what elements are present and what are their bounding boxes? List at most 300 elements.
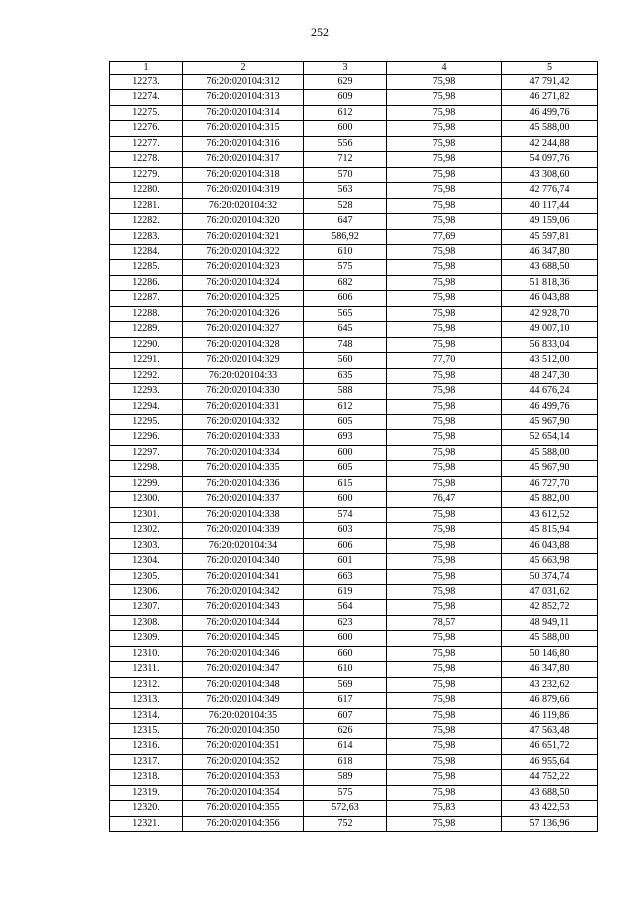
table-row: [110, 244, 598, 259]
amount-cell: 57 136,96: [502, 816, 598, 831]
amount-cell: 56 833,04: [502, 337, 598, 352]
row-number-cell: 12297.: [110, 445, 183, 460]
cadastral-number-cell: 76:20:020104:354: [183, 785, 304, 800]
table-row: [110, 275, 598, 290]
row-number-cell: 12311.: [110, 662, 183, 677]
rate-cell: 75,98: [387, 662, 502, 677]
area-cell: 647: [304, 214, 387, 229]
cadastral-number-cell: 76:20:020104:326: [183, 306, 304, 321]
rate-cell: 75,98: [387, 90, 502, 105]
row-number-cell: 12303.: [110, 538, 183, 553]
amount-cell: 45 588,00: [502, 445, 598, 460]
rate-cell: 75,98: [387, 275, 502, 290]
amount-cell: 51 818,36: [502, 275, 598, 290]
cadastral-number-cell: 76:20:020104:312: [183, 75, 304, 90]
row-number-cell: 12309.: [110, 631, 183, 646]
amount-cell: 43 688,50: [502, 785, 598, 800]
table-row: [110, 306, 598, 321]
area-cell: 588: [304, 384, 387, 399]
row-number-cell: 12295.: [110, 414, 183, 429]
row-number-cell: 12306.: [110, 584, 183, 599]
table-row: [110, 631, 598, 646]
rate-cell: 75,98: [387, 244, 502, 259]
area-cell: 605: [304, 414, 387, 429]
row-number-cell: 12275.: [110, 105, 183, 120]
table-row: [110, 75, 598, 90]
rate-cell: 75,98: [387, 584, 502, 599]
cadastral-number-cell: 76:20:020104:334: [183, 445, 304, 460]
cadastral-number-cell: 76:20:020104:340: [183, 554, 304, 569]
rate-cell: 75,98: [387, 507, 502, 522]
row-number-cell: 12293.: [110, 384, 183, 399]
rate-cell: 75,98: [387, 785, 502, 800]
rate-cell: 75,98: [387, 461, 502, 476]
column-header: 5: [502, 62, 598, 75]
cadastral-number-cell: 76:20:020104:336: [183, 476, 304, 491]
cadastral-number-cell: 76:20:020104:352: [183, 754, 304, 769]
amount-cell: 42 776,74: [502, 183, 598, 198]
table-row: [110, 584, 598, 599]
table-row: [110, 538, 598, 553]
cadastral-number-cell: 76:20:020104:315: [183, 121, 304, 136]
area-cell: 645: [304, 322, 387, 337]
area-cell: 600: [304, 492, 387, 507]
area-cell: 614: [304, 739, 387, 754]
row-number-cell: 12300.: [110, 492, 183, 507]
cadastral-number-cell: 76:20:020104:322: [183, 244, 304, 259]
table-row: [110, 214, 598, 229]
cadastral-number-cell: 76:20:020104:338: [183, 507, 304, 522]
area-cell: 618: [304, 754, 387, 769]
cadastral-number-cell: 76:20:020104:33: [183, 368, 304, 383]
table-row: [110, 183, 598, 198]
area-cell: 570: [304, 167, 387, 182]
row-number-cell: 12290.: [110, 337, 183, 352]
cadastral-number-cell: 76:20:020104:330: [183, 384, 304, 399]
rate-cell: 75,98: [387, 384, 502, 399]
cadastral-number-cell: 76:20:020104:353: [183, 770, 304, 785]
table-row: [110, 677, 598, 692]
table-row: [110, 816, 598, 831]
rate-cell: 75,98: [387, 152, 502, 167]
row-number-cell: 12317.: [110, 754, 183, 769]
area-cell: 556: [304, 136, 387, 151]
area-cell: 606: [304, 538, 387, 553]
cadastral-number-cell: 76:20:020104:34: [183, 538, 304, 553]
rate-cell: 75,98: [387, 75, 502, 90]
table-row: [110, 724, 598, 739]
rate-cell: 75,98: [387, 105, 502, 120]
row-number-cell: 12284.: [110, 244, 183, 259]
rate-cell: 75,98: [387, 708, 502, 723]
rate-cell: 75,98: [387, 523, 502, 538]
row-number-cell: 12320.: [110, 801, 183, 816]
cadastral-number-cell: 76:20:020104:333: [183, 430, 304, 445]
cadastral-number-cell: 76:20:020104:321: [183, 229, 304, 244]
table-row: [110, 384, 598, 399]
area-cell: 575: [304, 785, 387, 800]
amount-cell: 46 271,82: [502, 90, 598, 105]
row-number-cell: 12281.: [110, 198, 183, 213]
amount-cell: 42 244,88: [502, 136, 598, 151]
cadastral-number-cell: 76:20:020104:344: [183, 615, 304, 630]
rate-cell: 75,98: [387, 430, 502, 445]
rate-cell: 75,83: [387, 801, 502, 816]
row-number-cell: 12288.: [110, 306, 183, 321]
amount-cell: 46 347,80: [502, 662, 598, 677]
area-cell: 612: [304, 105, 387, 120]
cadastral-number-cell: 76:20:020104:324: [183, 275, 304, 290]
amount-cell: 45 815,94: [502, 523, 598, 538]
cadastral-number-cell: 76:20:020104:323: [183, 260, 304, 275]
table-row: [110, 353, 598, 368]
table-row: [110, 770, 598, 785]
cadastral-number-cell: 76:20:020104:342: [183, 584, 304, 599]
table-row: [110, 461, 598, 476]
row-number-cell: 12298.: [110, 461, 183, 476]
amount-cell: 46 499,76: [502, 399, 598, 414]
amount-cell: 47 031,62: [502, 584, 598, 599]
row-number-cell: 12283.: [110, 229, 183, 244]
area-cell: 617: [304, 693, 387, 708]
row-number-cell: 12305.: [110, 569, 183, 584]
area-cell: 605: [304, 461, 387, 476]
row-number-cell: 12278.: [110, 152, 183, 167]
table-row: [110, 554, 598, 569]
column-header: 3: [304, 62, 387, 75]
rate-cell: 75,98: [387, 399, 502, 414]
area-cell: 528: [304, 198, 387, 213]
amount-cell: 44 676,24: [502, 384, 598, 399]
table-row: [110, 368, 598, 383]
rate-cell: 75,98: [387, 569, 502, 584]
cadastral-number-cell: 76:20:020104:331: [183, 399, 304, 414]
amount-cell: 46 879,66: [502, 693, 598, 708]
area-cell: 564: [304, 600, 387, 615]
area-cell: 600: [304, 121, 387, 136]
amount-cell: 45 882,00: [502, 492, 598, 507]
area-cell: 623: [304, 615, 387, 630]
data-table: [109, 61, 598, 832]
row-number-cell: 12279.: [110, 167, 183, 182]
area-cell: 660: [304, 646, 387, 661]
rate-cell: 75,98: [387, 770, 502, 785]
amount-cell: 49 007,10: [502, 322, 598, 337]
row-number-cell: 12316.: [110, 739, 183, 754]
amount-cell: 47 791,42: [502, 75, 598, 90]
table-row: [110, 260, 598, 275]
amount-cell: 45 967,90: [502, 461, 598, 476]
row-number-cell: 12314.: [110, 708, 183, 723]
amount-cell: 45 663,98: [502, 554, 598, 569]
cadastral-number-cell: 76:20:020104:337: [183, 492, 304, 507]
rate-cell: 75,98: [387, 136, 502, 151]
rate-cell: 75,98: [387, 538, 502, 553]
rate-cell: 75,98: [387, 476, 502, 491]
page-number: 252: [311, 25, 329, 39]
rate-cell: 75,98: [387, 260, 502, 275]
rate-cell: 75,98: [387, 631, 502, 646]
amount-cell: 47 563,48: [502, 724, 598, 739]
area-cell: 603: [304, 523, 387, 538]
rate-cell: 75,98: [387, 121, 502, 136]
cadastral-number-cell: 76:20:020104:32: [183, 198, 304, 213]
area-cell: 610: [304, 244, 387, 259]
cadastral-number-cell: 76:20:020104:320: [183, 214, 304, 229]
row-number-cell: 12274.: [110, 90, 183, 105]
amount-cell: 40 117,44: [502, 198, 598, 213]
rate-cell: 75,98: [387, 600, 502, 615]
row-number-cell: 12312.: [110, 677, 183, 692]
area-cell: 712: [304, 152, 387, 167]
table-row: [110, 739, 598, 754]
table-header-row: [110, 62, 598, 75]
row-number-cell: 12289.: [110, 322, 183, 337]
amount-cell: 42 852,72: [502, 600, 598, 615]
amount-cell: 45 588,00: [502, 631, 598, 646]
table-row: [110, 414, 598, 429]
cadastral-number-cell: 76:20:020104:313: [183, 90, 304, 105]
amount-cell: 46 499,76: [502, 105, 598, 120]
table-row: [110, 152, 598, 167]
column-header: 4: [387, 62, 502, 75]
rate-cell: 75,98: [387, 445, 502, 460]
cadastral-number-cell: 76:20:020104:346: [183, 646, 304, 661]
rate-cell: 75,98: [387, 677, 502, 692]
row-number-cell: 12299.: [110, 476, 183, 491]
amount-cell: 45 588,00: [502, 121, 598, 136]
table-row: [110, 569, 598, 584]
area-cell: 610: [304, 662, 387, 677]
row-number-cell: 12307.: [110, 600, 183, 615]
area-cell: 635: [304, 368, 387, 383]
amount-cell: 43 422,53: [502, 801, 598, 816]
table-row: [110, 662, 598, 677]
table-row: [110, 90, 598, 105]
cadastral-number-cell: 76:20:020104:325: [183, 291, 304, 306]
cadastral-number-cell: 76:20:020104:349: [183, 693, 304, 708]
area-cell: 606: [304, 291, 387, 306]
amount-cell: 43 232,62: [502, 677, 598, 692]
table-row: [110, 105, 598, 120]
row-number-cell: 12313.: [110, 693, 183, 708]
rate-cell: 75,98: [387, 739, 502, 754]
rate-cell: 75,98: [387, 183, 502, 198]
rate-cell: 75,98: [387, 414, 502, 429]
table-row: [110, 198, 598, 213]
rate-cell: 75,98: [387, 816, 502, 831]
rate-cell: 75,98: [387, 337, 502, 352]
cadastral-number-cell: 76:20:020104:328: [183, 337, 304, 352]
row-number-cell: 12292.: [110, 368, 183, 383]
amount-cell: 43 308,60: [502, 167, 598, 182]
cadastral-number-cell: 76:20:020104:345: [183, 631, 304, 646]
table-row: [110, 291, 598, 306]
cadastral-number-cell: 76:20:020104:355: [183, 801, 304, 816]
cadastral-number-cell: 76:20:020104:350: [183, 724, 304, 739]
table-row: [110, 507, 598, 522]
table-row: [110, 708, 598, 723]
table-row: [110, 322, 598, 337]
rate-cell: 75,98: [387, 214, 502, 229]
area-cell: 574: [304, 507, 387, 522]
rate-cell: 75,98: [387, 554, 502, 569]
cadastral-number-cell: 76:20:020104:347: [183, 662, 304, 677]
table-row: [110, 136, 598, 151]
area-cell: 752: [304, 816, 387, 831]
table-body: [110, 75, 598, 832]
table-row: [110, 646, 598, 661]
row-number-cell: 12277.: [110, 136, 183, 151]
cadastral-number-cell: 76:20:020104:319: [183, 183, 304, 198]
area-cell: 609: [304, 90, 387, 105]
amount-cell: 50 146,80: [502, 646, 598, 661]
area-cell: 572,63: [304, 801, 387, 816]
amount-cell: 48 949,11: [502, 615, 598, 630]
row-number-cell: 12315.: [110, 724, 183, 739]
cadastral-number-cell: 76:20:020104:348: [183, 677, 304, 692]
cadastral-number-cell: 76:20:020104:335: [183, 461, 304, 476]
rate-cell: 77,70: [387, 353, 502, 368]
row-number-cell: 12302.: [110, 523, 183, 538]
amount-cell: 49 159,06: [502, 214, 598, 229]
area-cell: 600: [304, 445, 387, 460]
amount-cell: 44 752,22: [502, 770, 598, 785]
table-row: [110, 337, 598, 352]
rate-cell: 75,98: [387, 646, 502, 661]
area-cell: 663: [304, 569, 387, 584]
area-cell: 586,92: [304, 229, 387, 244]
area-cell: 693: [304, 430, 387, 445]
rate-cell: 75,98: [387, 693, 502, 708]
cadastral-number-cell: 76:20:020104:318: [183, 167, 304, 182]
table-row: [110, 476, 598, 491]
rate-cell: 75,98: [387, 291, 502, 306]
table-row: [110, 229, 598, 244]
area-cell: 600: [304, 631, 387, 646]
row-number-cell: 12308.: [110, 615, 183, 630]
area-cell: 565: [304, 306, 387, 321]
cadastral-number-cell: 76:20:020104:332: [183, 414, 304, 429]
row-number-cell: 12321.: [110, 816, 183, 831]
row-number-cell: 12287.: [110, 291, 183, 306]
amount-cell: 46 727,70: [502, 476, 598, 491]
row-number-cell: 12276.: [110, 121, 183, 136]
rate-cell: 77,69: [387, 229, 502, 244]
table-row: [110, 600, 598, 615]
area-cell: 569: [304, 677, 387, 692]
amount-cell: 46 955,64: [502, 754, 598, 769]
cadastral-number-cell: 76:20:020104:35: [183, 708, 304, 723]
table-row: [110, 492, 598, 507]
rate-cell: 75,98: [387, 754, 502, 769]
rate-cell: 75,98: [387, 306, 502, 321]
amount-cell: 43 512,00: [502, 353, 598, 368]
area-cell: 560: [304, 353, 387, 368]
table-row: [110, 693, 598, 708]
area-cell: 607: [304, 708, 387, 723]
amount-cell: 43 688,50: [502, 260, 598, 275]
row-number-cell: 12280.: [110, 183, 183, 198]
row-number-cell: 12301.: [110, 507, 183, 522]
column-header: 1: [110, 62, 183, 75]
rate-cell: 75,98: [387, 368, 502, 383]
amount-cell: 54 097,76: [502, 152, 598, 167]
amount-cell: 46 651,72: [502, 739, 598, 754]
row-number-cell: 12294.: [110, 399, 183, 414]
area-cell: 748: [304, 337, 387, 352]
table-row: [110, 785, 598, 800]
cadastral-number-cell: 76:20:020104:339: [183, 523, 304, 538]
amount-cell: 45 597,81: [502, 229, 598, 244]
row-number-cell: 12273.: [110, 75, 183, 90]
cadastral-number-cell: 76:20:020104:314: [183, 105, 304, 120]
amount-cell: 46 347,80: [502, 244, 598, 259]
amount-cell: 48 247,30: [502, 368, 598, 383]
cadastral-number-cell: 76:20:020104:317: [183, 152, 304, 167]
row-number-cell: 12304.: [110, 554, 183, 569]
row-number-cell: 12310.: [110, 646, 183, 661]
table-row: [110, 523, 598, 538]
amount-cell: 52 654,14: [502, 430, 598, 445]
cadastral-number-cell: 76:20:020104:329: [183, 353, 304, 368]
area-cell: 615: [304, 476, 387, 491]
amount-cell: 46 119,86: [502, 708, 598, 723]
row-number-cell: 12282.: [110, 214, 183, 229]
amount-cell: 50 374,74: [502, 569, 598, 584]
amount-cell: 42 928,70: [502, 306, 598, 321]
area-cell: 575: [304, 260, 387, 275]
rate-cell: 76,47: [387, 492, 502, 507]
amount-cell: 46 043,88: [502, 291, 598, 306]
cadastral-number-cell: 76:20:020104:356: [183, 816, 304, 831]
amount-cell: 43 612,52: [502, 507, 598, 522]
rate-cell: 78,57: [387, 615, 502, 630]
row-number-cell: 12319.: [110, 785, 183, 800]
rate-cell: 75,98: [387, 724, 502, 739]
table-row: [110, 399, 598, 414]
column-header: 2: [183, 62, 304, 75]
amount-cell: 45 967,90: [502, 414, 598, 429]
row-number-cell: 12285.: [110, 260, 183, 275]
rate-cell: 75,98: [387, 322, 502, 337]
cadastral-number-cell: 76:20:020104:327: [183, 322, 304, 337]
row-number-cell: 12318.: [110, 770, 183, 785]
row-number-cell: 12296.: [110, 430, 183, 445]
row-number-cell: 12286.: [110, 275, 183, 290]
area-cell: 563: [304, 183, 387, 198]
table-row: [110, 801, 598, 816]
table-row: [110, 167, 598, 182]
cadastral-number-cell: 76:20:020104:351: [183, 739, 304, 754]
area-cell: 682: [304, 275, 387, 290]
area-cell: 619: [304, 584, 387, 599]
rate-cell: 75,98: [387, 167, 502, 182]
area-cell: 629: [304, 75, 387, 90]
cadastral-number-cell: 76:20:020104:341: [183, 569, 304, 584]
area-cell: 612: [304, 399, 387, 414]
amount-cell: 46 043,88: [502, 538, 598, 553]
rate-cell: 75,98: [387, 198, 502, 213]
table-row: [110, 430, 598, 445]
cadastral-number-cell: 76:20:020104:316: [183, 136, 304, 151]
table-row: [110, 121, 598, 136]
area-cell: 589: [304, 770, 387, 785]
table-row: [110, 615, 598, 630]
area-cell: 601: [304, 554, 387, 569]
row-number-cell: 12291.: [110, 353, 183, 368]
area-cell: 626: [304, 724, 387, 739]
